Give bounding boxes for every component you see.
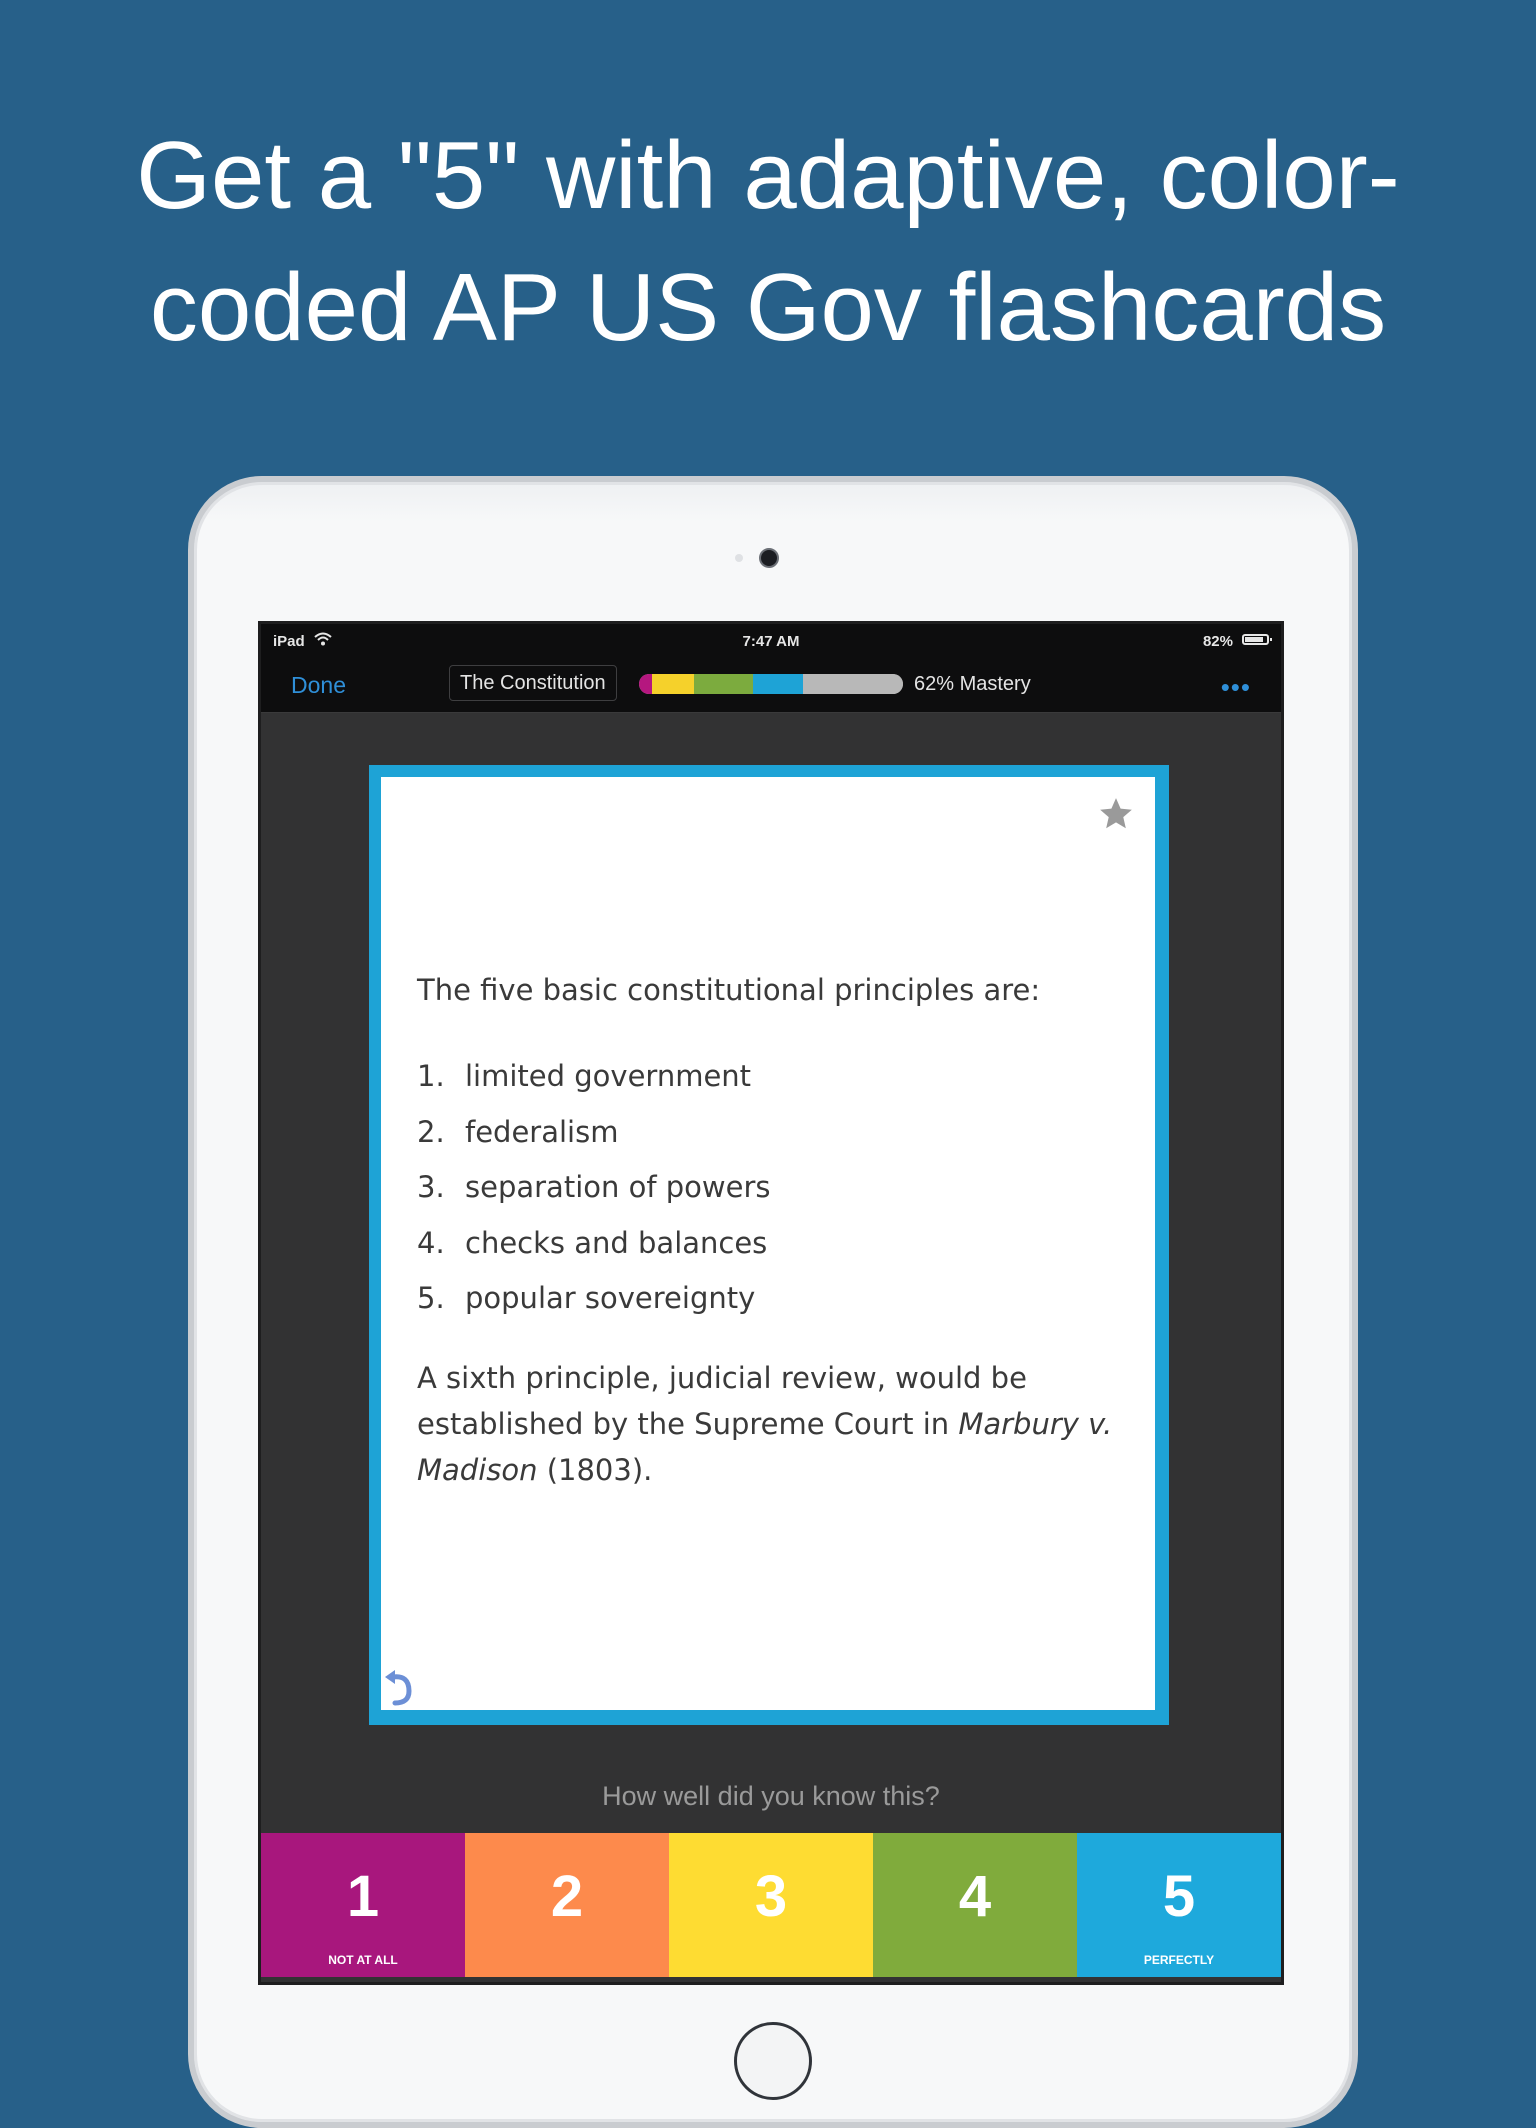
deck-name-button[interactable]: The Constitution (449, 665, 617, 701)
mastery-segment (803, 674, 903, 694)
rating-button-1[interactable]: 1 NOT AT ALL (261, 1833, 465, 1977)
status-bar (261, 624, 1281, 658)
mastery-segment (753, 674, 803, 694)
flashcard-border (369, 765, 1169, 1725)
card-note-text: A sixth principle, judicial review, would be established by the Supreme Court in (417, 1361, 1027, 1441)
mastery-segment (652, 674, 694, 694)
mastery-segment (639, 674, 652, 694)
rating-button-5[interactable]: 5 PERFECTLY (1077, 1833, 1281, 1977)
front-sensor (735, 554, 743, 562)
more-options-icon[interactable]: ••• (1220, 672, 1251, 702)
status-carrier: iPad (273, 633, 305, 650)
headline (0, 110, 1536, 374)
card-intro: The five basic constitutional principles are: (417, 973, 1041, 1007)
battery-percent: 82% (1202, 633, 1233, 650)
rating-button-2[interactable]: 2 (465, 1833, 669, 1977)
list-item: 4. checks and balances (417, 1225, 768, 1260)
flashcard[interactable] (381, 777, 1155, 1710)
done-button[interactable]: Done (291, 672, 346, 698)
list-item: 3. separation of powers (417, 1170, 771, 1204)
card-note (417, 1355, 1137, 1493)
nav-bar (261, 658, 1281, 713)
status-time: 7:47 AM (742, 633, 800, 650)
mastery-label: 62% Mastery (914, 673, 1031, 695)
flip-card-icon[interactable] (381, 1669, 417, 1707)
app-screen (258, 621, 1284, 1985)
star-icon[interactable] (1097, 795, 1135, 833)
confidence-rating-bar (261, 1833, 1281, 1977)
rating-prompt: How well did you know this? (602, 1781, 940, 1811)
list-item: 2. federalism (417, 1114, 619, 1149)
mastery-segment (694, 674, 752, 694)
list-item: 1. limited government (417, 1059, 752, 1093)
headline-line-2: coded AP US Gov flashcards (149, 254, 1387, 361)
headline-line-1: Get a "5" with adaptive, color- (136, 122, 1400, 229)
card-note-year: (1803). (537, 1453, 653, 1487)
rating-button-3[interactable]: 3 (669, 1833, 873, 1977)
mastery-progress-bar (639, 674, 903, 694)
principles-list (417, 1049, 771, 1327)
home-button[interactable] (734, 2022, 812, 2100)
rating-button-4[interactable]: 4 (873, 1833, 1077, 1977)
list-item: 5. popular sovereignty (417, 1281, 756, 1315)
battery-icon (1242, 634, 1269, 645)
front-camera (759, 548, 779, 568)
card-note-case: Marbury v. Madison (417, 1407, 1113, 1487)
